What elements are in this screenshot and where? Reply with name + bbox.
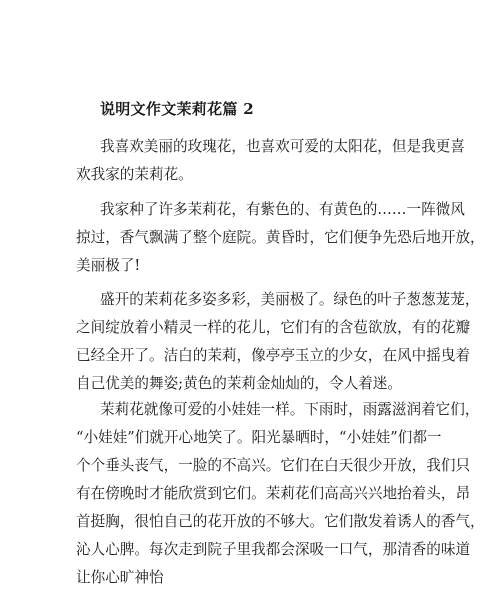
paragraph-line: “小娃娃”们就开心地笑了。阳光暴晒时，“小娃娃”们都一 bbox=[76, 429, 442, 446]
paragraph-line: 掠过，香气飘满了整个庭院。黄昏时，它们便争先恐后地开放， bbox=[76, 229, 485, 246]
paragraph-line: 之间绽放着小精灵一样的花儿，它们有的含苞欲放，有的花瓣 bbox=[76, 319, 471, 336]
paragraph-1 bbox=[76, 133, 465, 189]
document-title: 说明文作文茉莉花篇 2 bbox=[100, 100, 254, 118]
paragraph-4 bbox=[76, 396, 485, 592]
paragraph-2 bbox=[76, 196, 485, 280]
paragraph-line: 茉莉花就像可爱的小娃娃一样。下雨时，雨露滋润着它们， bbox=[100, 401, 480, 418]
paragraph-line: 首挺胸，很怕自己的花开放的不够大。它们散发着诱人的香气， bbox=[76, 513, 485, 530]
paragraph-3 bbox=[76, 286, 480, 398]
paragraph-line: 美丽极了! bbox=[76, 257, 141, 274]
paragraph-line: 欢我家的茉莉花。 bbox=[76, 166, 193, 183]
paragraph-line: 已经全开了。洁白的茉莉，像亭亭玉立的少女，在风中摇曳着 bbox=[76, 347, 471, 364]
paragraph-line: 个个垂头丧气，一脸的不高兴。它们在白天很少开放，我们只 bbox=[76, 457, 471, 474]
paragraph-line: 我喜欢美丽的玫瑰花，也喜欢可爱的太阳花，但是我更喜 bbox=[100, 138, 465, 155]
paragraph-line: 有在傍晚时才能欣赏到它们。茉莉花们高高兴兴地抬着头，昂 bbox=[76, 485, 471, 502]
paragraph-line: 我家种了许多茉莉花，有紫色的、有黄色的……一阵微风 bbox=[100, 201, 465, 218]
paragraph-line: 让你心旷神怡 bbox=[76, 569, 164, 586]
paragraph-line: 自己优美的舞姿;黄色的茉莉金灿灿的，令人着迷。 bbox=[76, 375, 402, 392]
paragraph-line: 盛开的茉莉花多姿多彩，美丽极了。绿色的叶子葱葱茏茏， bbox=[100, 291, 480, 308]
paragraph-line: 沁人心脾。每次走到院子里我都会深吸一口气，那清香的味道 bbox=[76, 541, 471, 558]
